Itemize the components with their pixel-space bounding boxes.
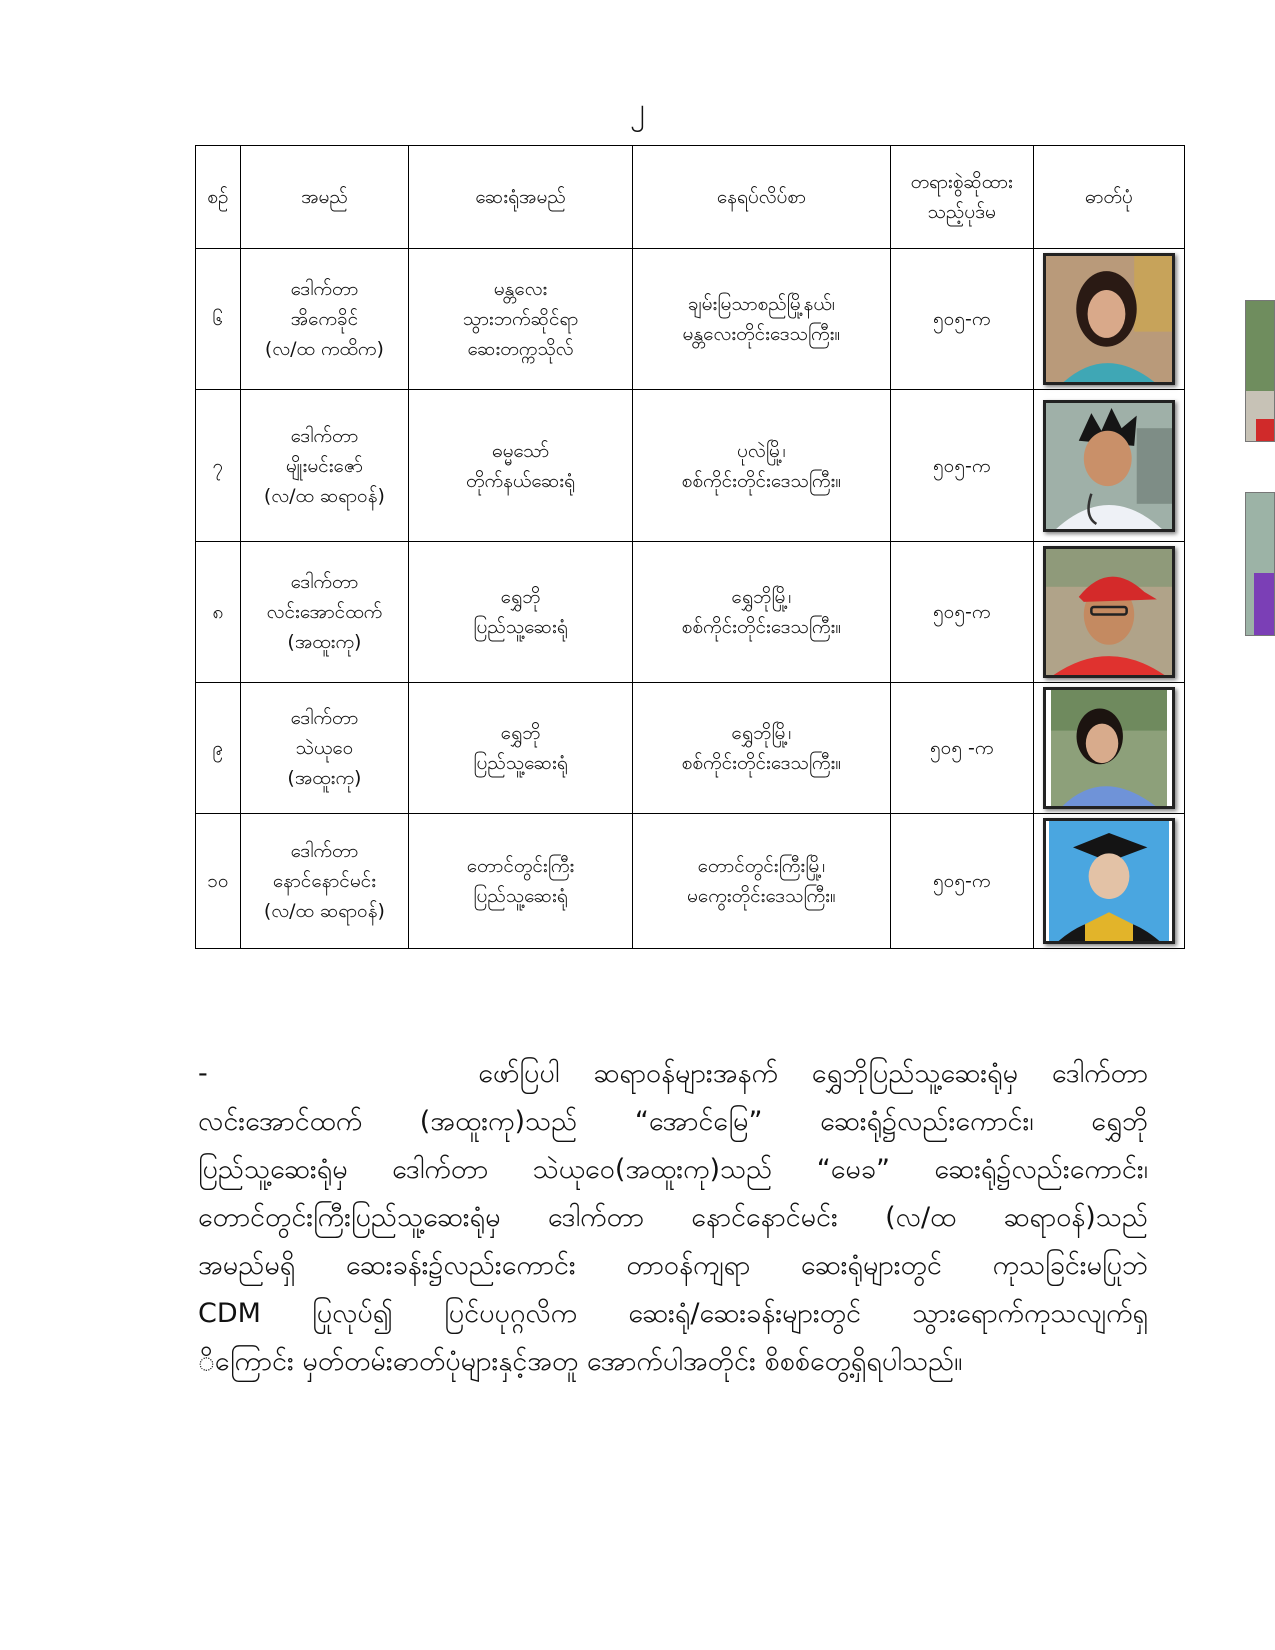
hospital-cell <box>409 390 633 542</box>
hospital-line: မန္တလေး <box>493 278 548 300</box>
serial-cell: ၇ <box>196 390 241 542</box>
female-doctor-portrait <box>1043 253 1175 385</box>
cropped-photo-graphic <box>1246 301 1274 441</box>
name-rank: (အထူးကု) <box>287 767 362 789</box>
body-paragraph <box>198 1050 1148 1386</box>
cropped-photo-edge <box>1245 300 1275 442</box>
table-row <box>196 390 1185 542</box>
section-cell: ၅၀၅-က <box>890 814 1033 949</box>
name-text: မျိုးမင်းဇော် <box>285 454 363 477</box>
photo-cell <box>1033 683 1184 814</box>
address-line: ရွှေဘိုမြို့၊ <box>731 586 792 608</box>
name-rank: (လ/ထ ကထိက) <box>264 338 384 360</box>
name-cell <box>240 249 408 390</box>
address-cell <box>632 249 890 390</box>
hospital-line: ဆေးတက္ကသိုလ် <box>467 338 574 360</box>
hospital-line: တိုက်နယ်ဆေးရုံ <box>466 469 576 492</box>
hospital-line: ရွှေဘို <box>500 586 541 608</box>
hospital-cell <box>409 542 633 683</box>
photo-cell <box>1033 542 1184 683</box>
address-cell <box>632 683 890 814</box>
hospital-line: ပြည်သူ့ဆေးရုံ <box>473 616 568 638</box>
header-hospital: ဆေးရုံအမည် <box>409 146 633 249</box>
name-title: ဒေါက်တာ <box>290 707 359 729</box>
paragraph-line: ိကြောင်း မှတ်တမ်းဓာတ်ပုံများနှင့်အတူ အောက်ပါအတိုင်း စိစစ်တွေ့ရှိရပါသည်။ <box>198 1346 963 1377</box>
section-cell: ၅၀၅ -က <box>890 683 1033 814</box>
hospital-cell <box>409 683 633 814</box>
address-cell <box>632 814 890 949</box>
paragraph-line: အမည်မရှိ ဆေးခန်း၌လည်းကောင်း တာဝန်ကျရာ ဆေးရုံများတွင် ကုသခြင်းမပြုဘဲ <box>198 1250 1148 1281</box>
name-cell <box>240 814 408 949</box>
name-text: လင်းအောင်ထက် <box>266 601 383 623</box>
address-line: ပုလဲမြို့၊ <box>737 439 786 462</box>
portrait-graphic <box>1046 549 1172 675</box>
table-row <box>196 249 1185 390</box>
cropped-photo-graphic <box>1246 493 1274 635</box>
section-cell: ၅၀၅-က <box>890 542 1033 683</box>
name-title: ဒေါက်တာ <box>290 840 359 862</box>
name-text: နောင်နောင်မင်း <box>272 870 377 892</box>
address-line: မကွေးတိုင်းဒေသကြီး။ <box>687 885 836 907</box>
table-row <box>196 683 1185 814</box>
name-rank: (အထူးကု) <box>287 631 362 653</box>
address-line: စစ်ကိုင်းတိုင်းဒေသကြီး။ <box>681 469 842 492</box>
hospital-line: တောင်တွင်းကြီး <box>466 855 575 877</box>
serial-cell: ၉ <box>196 683 241 814</box>
name-title: ဒေါက်တာ <box>290 571 359 593</box>
table-header-row <box>196 146 1185 249</box>
paragraph-line: ပြည်သူ့ဆေးရုံမှ ဒေါက်တာ သဲယုဝေ(အထူးကု)သည် “မေခ” ဆေးရုံ၌လည်းကောင်း၊ <box>198 1154 1148 1185</box>
address-line: မန္တလေးတိုင်းဒေသကြီး။ <box>682 323 841 345</box>
serial-cell: ၈ <box>196 542 241 683</box>
paragraph-line: တောင်တွင်းကြီးပြည်သူ့ဆေးရုံမှ ဒေါက်တာ နောင်နောင်မင်း (လ/ထ ဆရာဝန်)သည် <box>198 1202 1148 1233</box>
serial-cell: ၆ <box>196 249 241 390</box>
hospital-line: ဓမ္မသော် <box>491 439 550 462</box>
hospital-cell <box>409 249 633 390</box>
name-cell <box>240 390 408 542</box>
header-photo: ဓာတ်ပုံ <box>1033 146 1184 249</box>
address-line: ရွှေဘိုမြို့၊ <box>731 722 792 744</box>
table-row <box>196 814 1185 949</box>
cropped-photo-edge <box>1245 492 1275 636</box>
name-title: ဒေါက်တာ <box>290 278 359 300</box>
portrait-graphic <box>1046 403 1172 529</box>
doctors-table <box>195 145 1185 949</box>
hospital-cell <box>409 814 633 949</box>
male-doctor-portrait <box>1043 400 1175 532</box>
address-cell <box>632 390 890 542</box>
hospital-line: ရွှေဘို <box>500 722 541 744</box>
serial-cell: ၁၀ <box>196 814 241 949</box>
graduation-portrait <box>1043 818 1175 944</box>
name-title: ဒေါက်တာ <box>290 424 359 447</box>
portrait-graphic <box>1046 690 1172 806</box>
section-cell: ၅၀၅-က <box>890 390 1033 542</box>
portrait-graphic <box>1046 821 1172 941</box>
name-text: သဲယုဝေ <box>295 737 354 759</box>
address-line: ချမ်းမြသာစည်မြို့နယ်၊ <box>687 293 835 315</box>
name-rank: (လ/ထ ဆရာဝန်) <box>263 900 385 922</box>
address-line: စစ်ကိုင်းတိုင်းဒေသကြီး။ <box>681 752 842 774</box>
header-address: နေရပ်လိပ်စာ <box>632 146 890 249</box>
section-cell: ၅၀၅-က <box>890 249 1033 390</box>
name-rank: (လ/ထ ဆရာဝန်) <box>263 484 385 507</box>
male-red-cap-portrait <box>1043 546 1175 678</box>
address-line: စစ်ကိုင်းတိုင်းဒေသကြီး။ <box>681 616 842 638</box>
photo-cell <box>1033 249 1184 390</box>
hospital-line: ပြည်သူ့ဆေးရုံ <box>473 885 568 907</box>
header-serial: စဉ် <box>196 146 241 249</box>
address-cell <box>632 542 890 683</box>
header-name: အမည် <box>240 146 408 249</box>
name-cell <box>240 683 408 814</box>
header-section: တရားစွဲဆိုထားသည့်ပုဒ်မ <box>890 146 1033 249</box>
photo-cell <box>1033 814 1184 949</box>
address-line: တောင်တွင်းကြီးမြို့၊ <box>697 855 826 877</box>
hospital-line: ပြည်သူ့ဆေးရုံ <box>473 752 568 774</box>
paragraph-line: CDM ပြုလုပ်၍ ပြင်ပပုဂ္ဂလိက ဆေးရုံ/ဆေးခန်းများတွင် သွားရောက်ကုသလျက်ရှ <box>198 1298 1148 1329</box>
hospital-line: သွားဘက်ဆိုင်ရာ <box>462 308 579 330</box>
page-number: ၂ <box>630 92 645 127</box>
name-cell <box>240 542 408 683</box>
name-text: အိကေခိုင် <box>290 308 359 330</box>
photo-cell <box>1033 390 1184 542</box>
table-row <box>196 542 1185 683</box>
paragraph-line: လင်းအောင်ထက် (အထူးကု)သည် “အောင်မြေ” ဆေးရုံ၌လည်းကောင်း၊ ရွှေဘို <box>198 1106 1148 1137</box>
paragraph-line: - ဖော်ပြပါ ဆရာဝန်များအနက် ရွှေဘိုပြည်သူ့ဆေးရုံမှ ဒေါက်တာ <box>198 1058 1148 1089</box>
female-portrait <box>1043 687 1175 809</box>
portrait-graphic <box>1046 256 1172 382</box>
